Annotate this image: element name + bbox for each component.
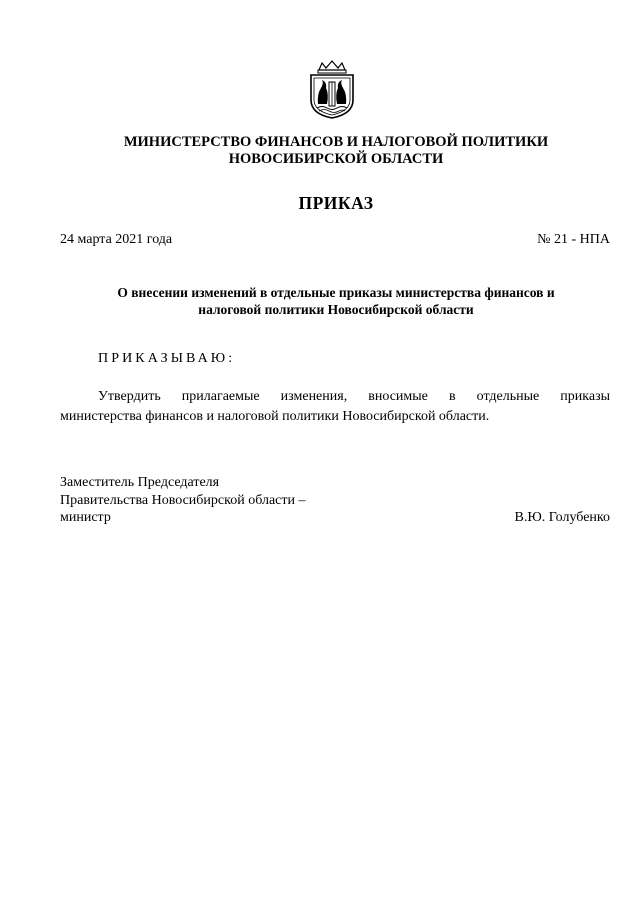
- signature-position-line2: [60, 492, 610, 510]
- signatory-name: В.Ю. Голубенко: [514, 510, 610, 525]
- subject-line1: О внесении изменений в отдельные приказы министерства финансов и: [117, 285, 555, 300]
- document-date: 24 марта 2021 года: [60, 232, 173, 247]
- document-meta: [60, 231, 610, 248]
- document-number: № 21 - НПА: [537, 232, 610, 247]
- document-type: ПРИКАЗ: [298, 193, 374, 213]
- order-paragraph: [60, 387, 610, 427]
- order-word: ПРИКАЗЫВАЮ:: [98, 351, 236, 366]
- signature-position-text2: Правительства Новосибирской области –: [60, 492, 306, 508]
- document-subject: [60, 284, 612, 318]
- signature-block: [60, 474, 610, 527]
- ministry-title: [60, 134, 612, 168]
- signature-position-line3: [60, 509, 610, 527]
- paragraph-line2: министерства финансов и налоговой политики Новосибирской области.: [60, 409, 490, 424]
- signature-position-line1: [60, 474, 610, 492]
- subject-line2: налоговой политики Новосибирской области: [198, 302, 474, 317]
- signature-position-text1: Заместитель Председателя: [60, 475, 220, 490]
- ministry-title-line1: МИНИСТЕРСТВО ФИНАНСОВ И НАЛОГОВОЙ ПОЛИТИКИ: [123, 134, 549, 150]
- ministry-title-line2: НОВОСИБИРСКОЙ ОБЛАСТИ: [228, 151, 444, 167]
- signature-position-text3: министр: [60, 510, 111, 525]
- coat-of-arms-icon: [305, 60, 359, 120]
- paragraph-line1: Утвердить прилагаемые изменения, вносимые в отдельные приказы: [98, 389, 610, 404]
